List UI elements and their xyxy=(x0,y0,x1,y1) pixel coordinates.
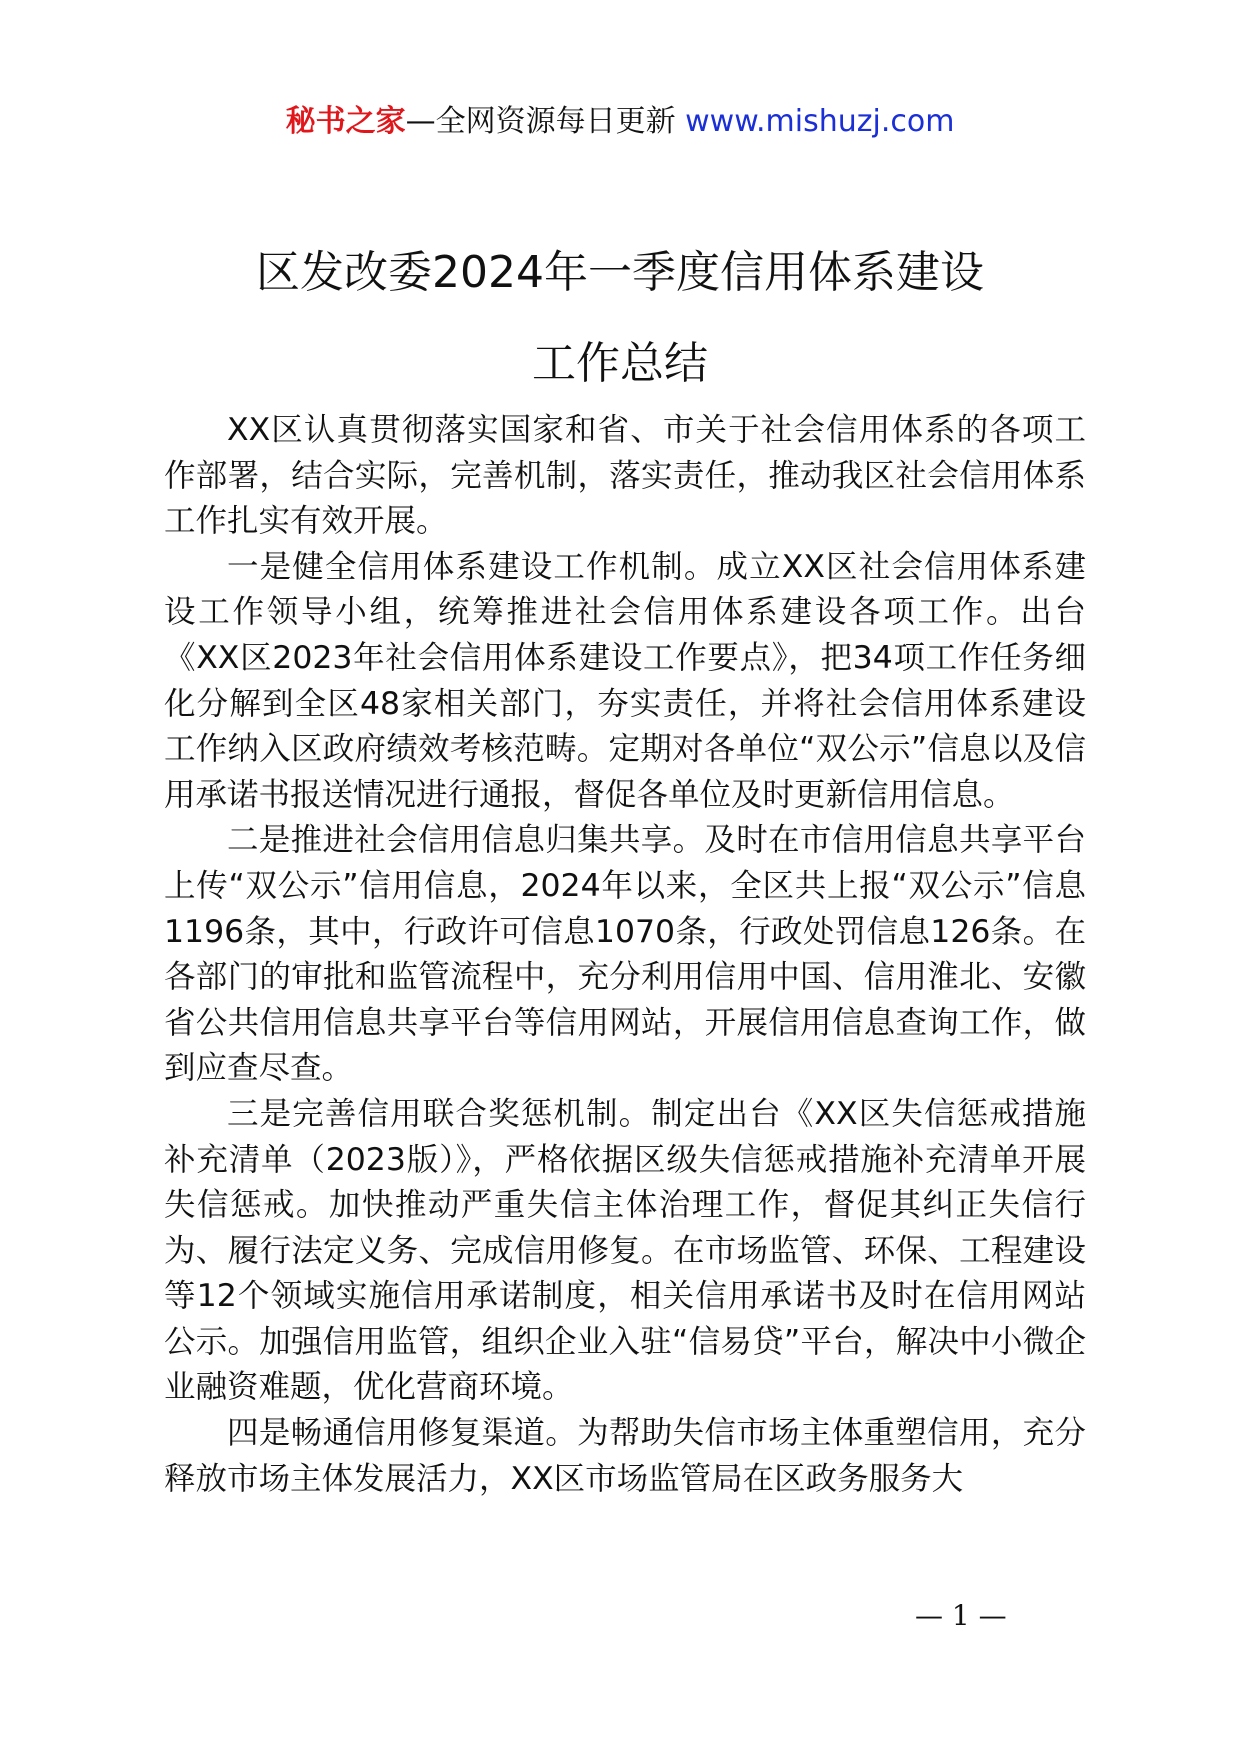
paragraph-2: 二是推进社会信用信息归集共享。及时在市信用信息共享平台上传“双公示”信用信息，2024年以来，全区共上报“双公示”信息1196条，其中，行政许可信息1070条，行政处罚信息126条。在各部门的审批和监管流程中，充分利用信用中国、信用淮北、安徽省公共信用信息共享平台等信用网站，开展信用信息查询工作，做到应查尽查。 xyxy=(164,822,1086,1087)
paragraph-1: 一是健全信用体系建设工作机制。成立XX区社会信用体系建设工作领导小组，统筹推进社会信用体系建设各项工作。出台《XX区2023年社会信用体系建设工作要点》，把34项工作任务细化分解到全区48家相关部门，夯实责任，并将社会信用体系建设工作纳入区政府绩效考核范畴。定期对各单位“双公示”信息以及信用承诺书报送情况进行通报，督促各单位及时更新信用信息。 xyxy=(164,548,1086,813)
site-header-banner xyxy=(0,102,1240,142)
header-tagline: —全网资源每日更新 xyxy=(405,104,676,139)
paragraph-4: 四是畅通信用修复渠道。为帮助失信市场主体重塑信用，充分释放市场主体发展活力，XX区市场监管局在区政务服务大 xyxy=(164,1415,1086,1497)
document-body xyxy=(164,408,1086,1502)
page-number: — 1 — xyxy=(915,1599,1007,1632)
paragraph-intro: XX区认真贯彻落实国家和省、市关于社会信用体系的各项工作部署，结合实际，完善机制，落实责任，推动我区社会信用体系工作扎实有效开展。 xyxy=(164,412,1086,540)
brand-name: 秘书之家 xyxy=(285,104,406,139)
paragraph-3: 三是完善信用联合奖惩机制。制定出台《XX区失信惩戒措施补充清单（2023版）》，严格依据区级失信惩戒措施补充清单开展失信惩戒。加快推动严重失信主体治理工作，督促其纠正失信行为、履行法定义务、完成信用修复。在市场监管、环保、工程建设等12个领域实施信用承诺制度，相关信用承诺书及时在信用网站公示。加强信用监管，组织企业入驻“信易贷”平台，解决中小微企业融资难题，优化营商环境。 xyxy=(164,1095,1086,1406)
document-title-line-1: 区发改委2024年一季度信用体系建设 xyxy=(256,247,984,298)
document-title-line-2: 工作总结 xyxy=(532,338,708,389)
site-url-link[interactable]: www.mishuzj.com xyxy=(685,104,955,139)
